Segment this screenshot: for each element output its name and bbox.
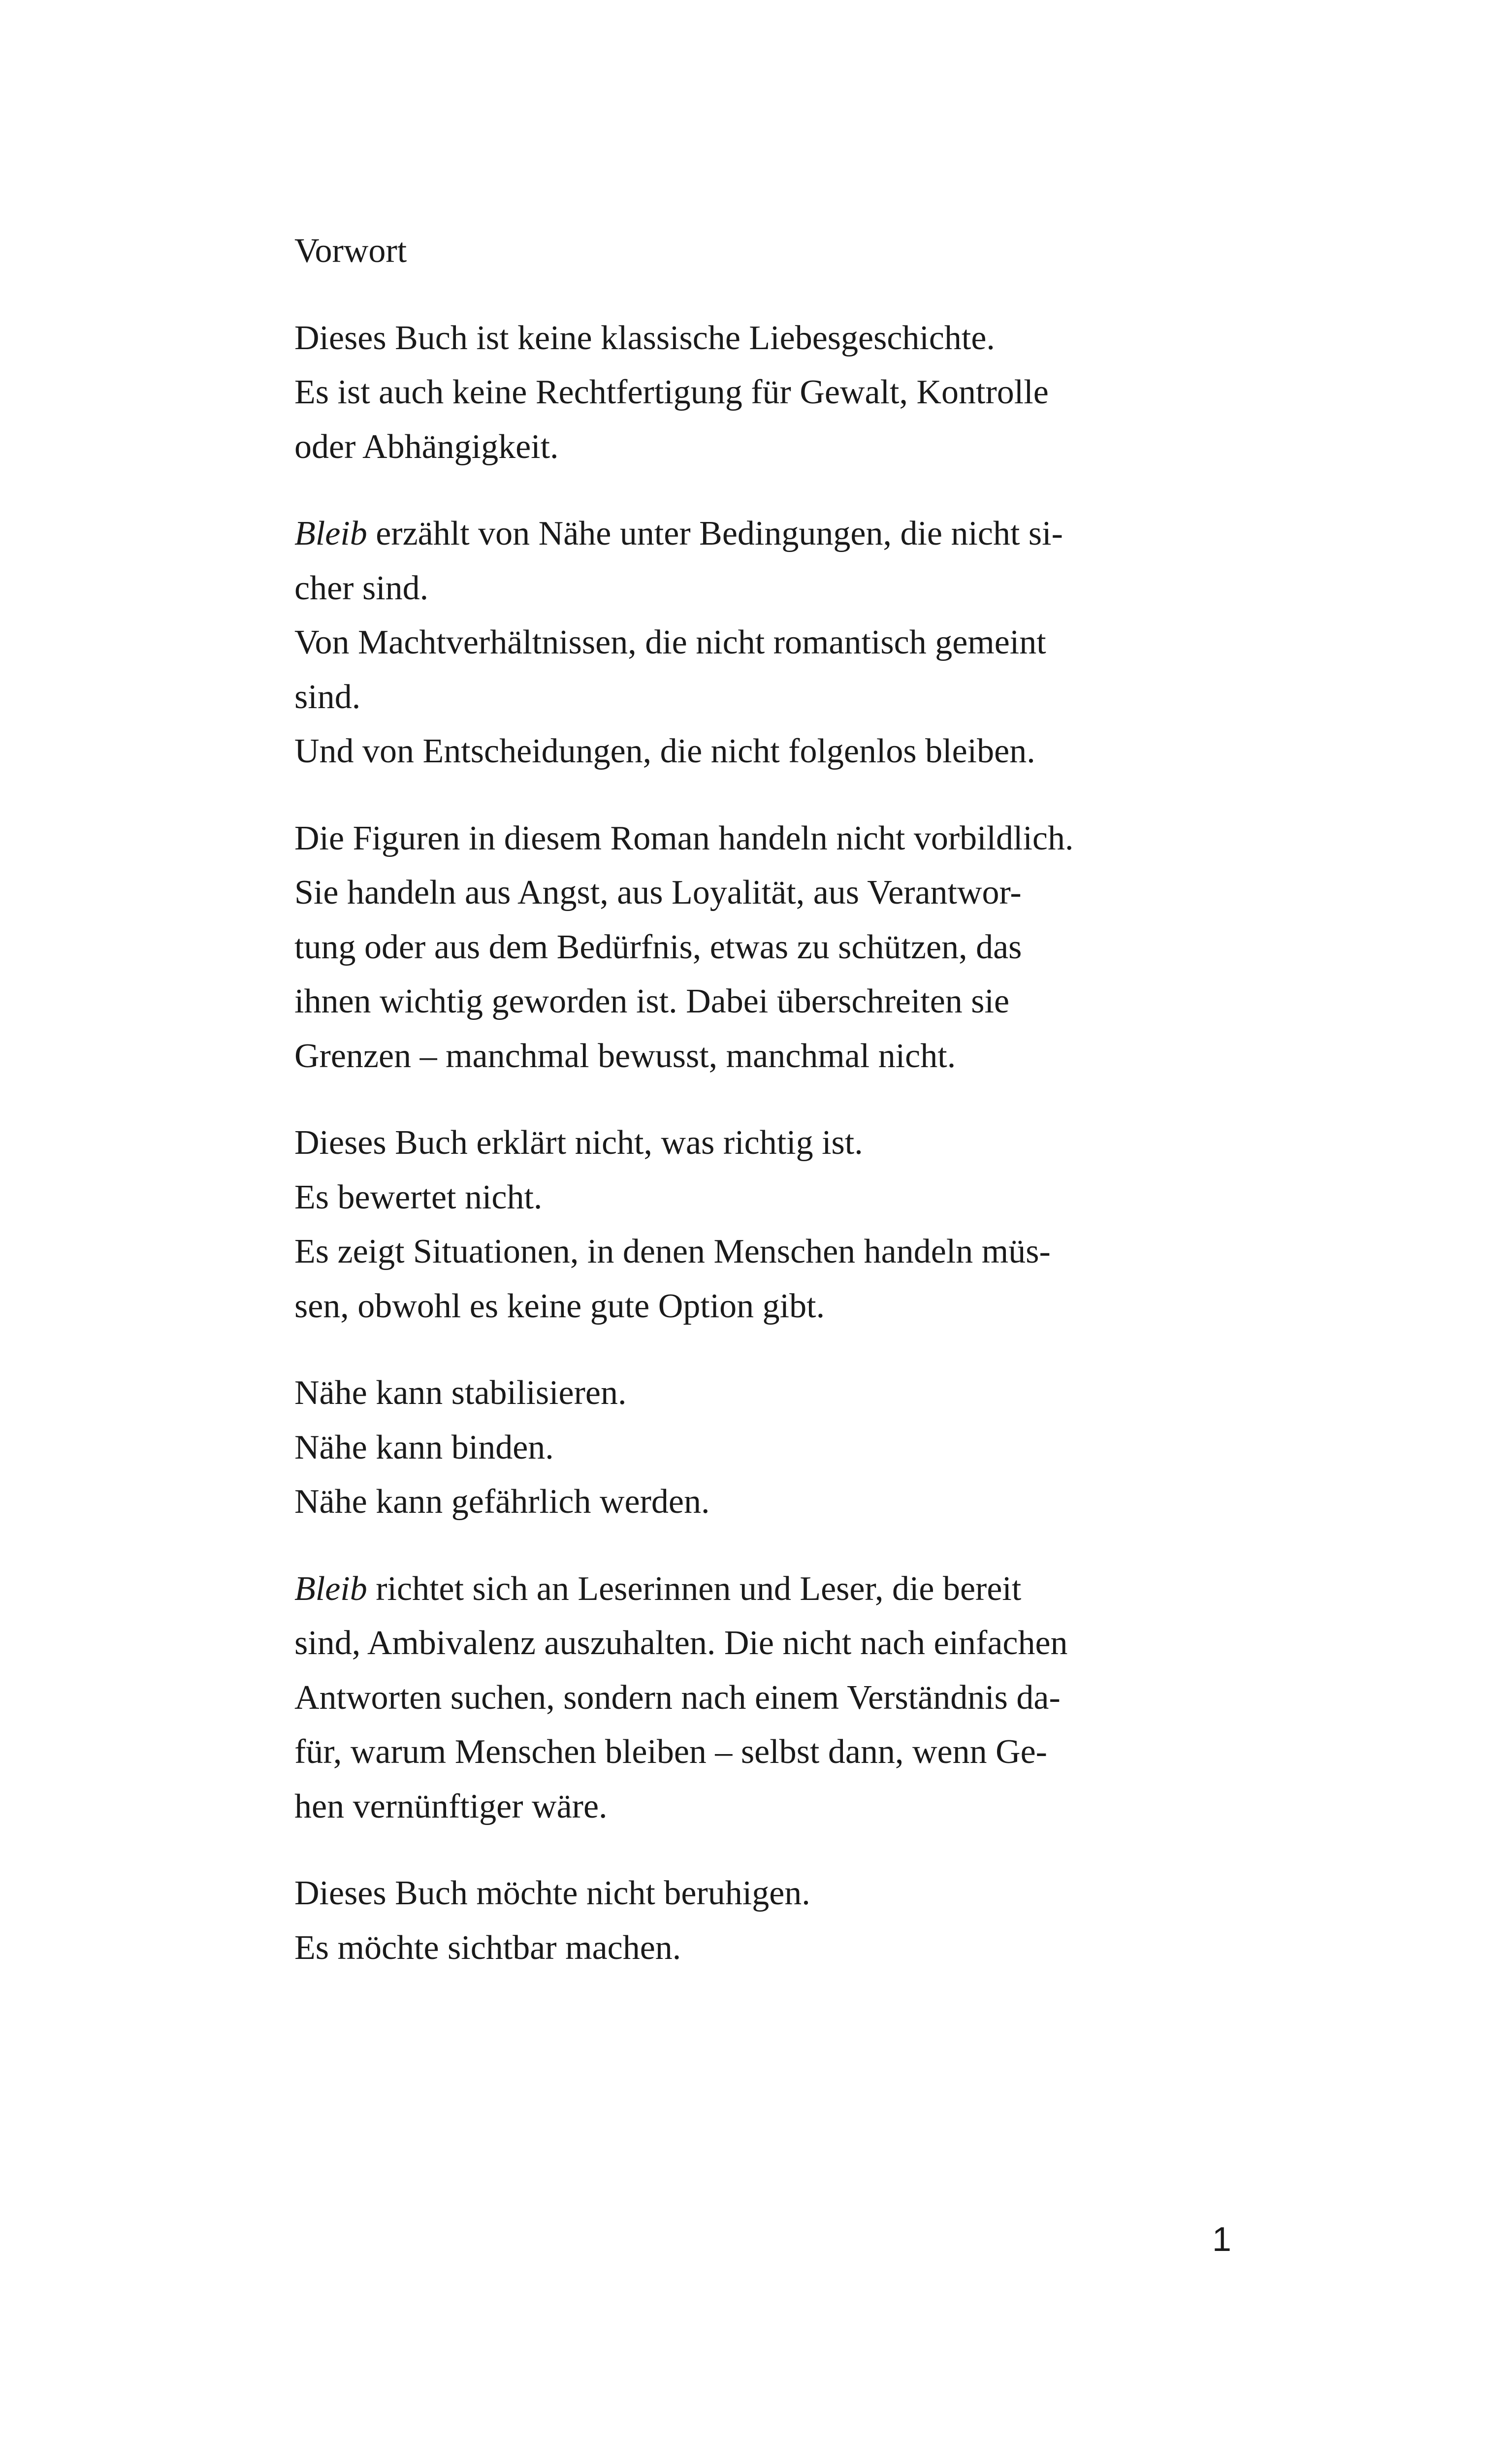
page-body [294,224,1279,2008]
text-line: hen vernünftiger wäre. [294,1787,608,1825]
text-line: sen, obwohl es keine gute Option gibt. [294,1287,825,1325]
text-line: Dieses Buch erklärt nicht, was richtig ist. [294,1124,863,1162]
paragraph [294,1116,1279,1334]
text-line: Es bewertet nicht. [294,1178,543,1216]
text-fragment: erzählt von Nähe unter Bedingungen, die nicht si- [367,515,1063,553]
text-line: sind, Ambivalenz auszuhalten. Die nicht nach einfachen [294,1624,1068,1662]
text-line: Sie handeln aus Angst, aus Loyalität, aus Verantwor- [294,874,1022,912]
text-line: oder Abhängigkeit. [294,427,559,466]
text-line: Dieses Buch ist keine klassische Liebesgeschichte. [294,319,995,357]
paragraph [294,507,1279,779]
text-fragment: richtet sich an Leserinnen und Leser, die bereit [367,1569,1022,1608]
text-line: für, warum Menschen bleiben – selbst dann, wenn Ge- [294,1733,1047,1771]
paragraph [294,1366,1279,1530]
text-line [294,1562,1279,1617]
paragraph [294,812,1279,1084]
paragraph [294,1562,1279,1834]
book-title-emphasis: Bleib [294,515,367,553]
page-heading: Vorwort [294,232,407,270]
text-line: sind. [294,678,361,716]
text-line [294,507,1279,561]
text-line: Es zeigt Situationen, in denen Menschen handeln müs- [294,1233,1051,1270]
text-line: Es ist auch keine Rechtfertigung für Gewalt, Kontrolle [294,373,1049,411]
text-line: Nähe kann binden. [294,1428,554,1466]
text-line: Die Figuren in diesem Roman handeln nicht vorbildlich. [294,819,1074,857]
text-line: Antworten suchen, sondern nach einem Verständnis da- [294,1678,1061,1717]
text-line: Dieses Buch möchte nicht beruhigen. [294,1874,810,1912]
text-line: Und von Entscheidungen, die nicht folgenlos bleiben. [294,732,1035,770]
page-number: 1 [1212,2220,1231,2258]
paragraph [294,1866,1279,1975]
text-line: Von Machtverhältnissen, die nicht romantisch gemeint [294,623,1046,661]
text-line: Grenzen – manchmal bewusst, manchmal nicht. [294,1037,956,1075]
text-line: Nähe kann gefährlich werden. [294,1483,710,1521]
paragraph [294,311,1279,475]
text-line: cher sind. [294,569,429,607]
text-line: tung oder aus dem Bedürfnis, etwas zu schützen, das [294,928,1022,966]
text-line: Nähe kann stabilisieren. [294,1374,627,1412]
text-line: ihnen wichtig geworden ist. Dabei überschreiten sie [294,982,1010,1020]
book-title-emphasis: Bleib [294,1569,367,1608]
text-line: Es möchte sichtbar machen. [294,1928,681,1967]
